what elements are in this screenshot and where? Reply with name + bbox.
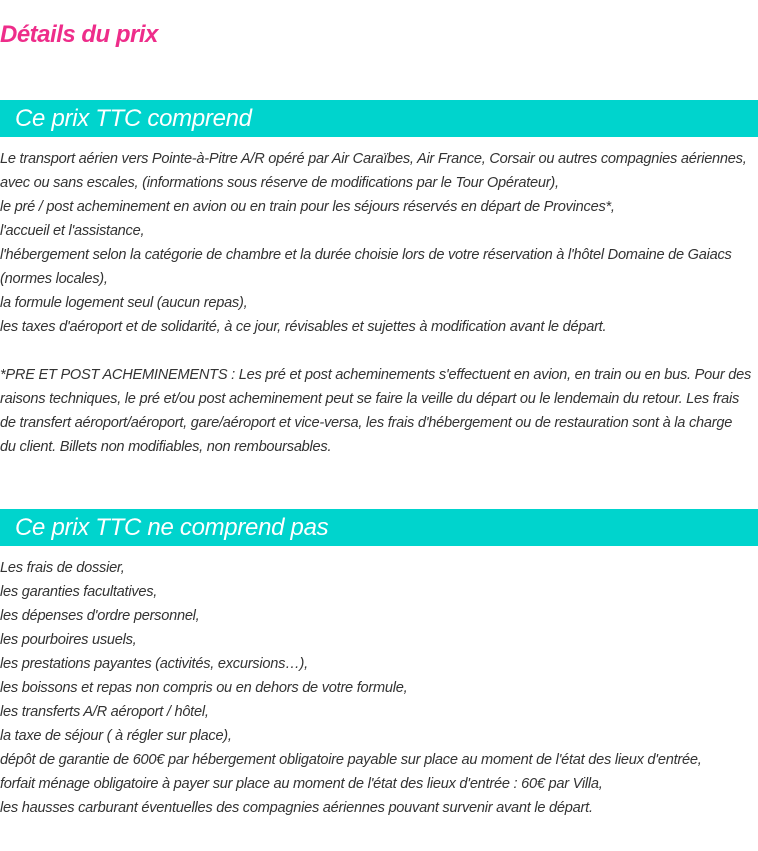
included-line: le pré / post acheminement en avion ou en train pour les séjours réservés en départ de Provinces*, [0,199,615,215]
excluded-line: dépôt de garantie de 600€ par hébergement obligatoire payable sur place au moment de l'état des lieux d'entrée, [0,752,702,768]
excluded-line: les transferts A/R aéroport / hôtel, [0,704,209,720]
acheminement-note-line: *PRE ET POST ACHEMINEMENTS : Les pré et post acheminements s'effectuent en avion, en train ou en bus. Pour des [0,367,752,383]
acheminement-note-line: raisons techniques, le pré et/ou post acheminement peut se faire la veille du départ ou le lendemain du retour. Les frais [0,391,740,407]
page-title: Détails du prix [0,21,158,48]
excluded-line: les dépenses d'ordre personnel, [0,608,200,624]
included-line: la formule logement seul (aucun repas), [0,295,248,311]
included-line: l'accueil et l'assistance, [0,223,145,239]
excluded-line: forfait ménage obligatoire à payer sur place au moment de l'état des lieux d'entrée : 60€ par Villa, [0,776,603,792]
included-line: avec ou sans escales, (informations sous réserve de modifications par le Tour Opérateur), [0,175,559,191]
excluded-line: Les frais de dossier, [0,560,125,576]
included-text [0,147,758,459]
excluded-line: les garanties facultatives, [0,584,158,600]
included-line: (normes locales), [0,271,108,287]
excluded-section-header: Ce prix TTC ne comprend pas [0,509,758,546]
excluded-line: les pourboires usuels, [0,632,137,648]
acheminement-note-line: du client. Billets non modifiables, non remboursables. [0,439,332,455]
excluded-line: les hausses carburant éventuelles des compagnies aériennes pouvant survenir avant le départ. [0,800,593,816]
excluded-line: les prestations payantes (activités, excursions…), [0,656,308,672]
excluded-line: la taxe de séjour ( à régler sur place), [0,728,232,744]
acheminement-note-line: de transfert aéroport/aéroport, gare/aéroport et vice-versa, les frais d'hébergement ou de restauration sont à la charge [0,415,733,431]
included-line: les taxes d'aéroport et de solidarité, à ce jour, révisables et sujettes à modification avant le départ. [0,319,607,335]
excluded-line: les boissons et repas non compris ou en dehors de votre formule, [0,680,408,696]
included-line: Le transport aérien vers Pointe-à-Pitre A/R opéré par Air Caraïbes, Air France, Corsair ou autres compagnies aériennes, [0,151,747,167]
excluded-text [0,556,758,820]
included-section-header: Ce prix TTC comprend [0,100,758,137]
spacer [0,339,758,363]
included-line: l'hébergement selon la catégorie de chambre et la durée choisie lors de votre réservation à l'hôtel Domaine de Gaiacs [0,247,732,263]
